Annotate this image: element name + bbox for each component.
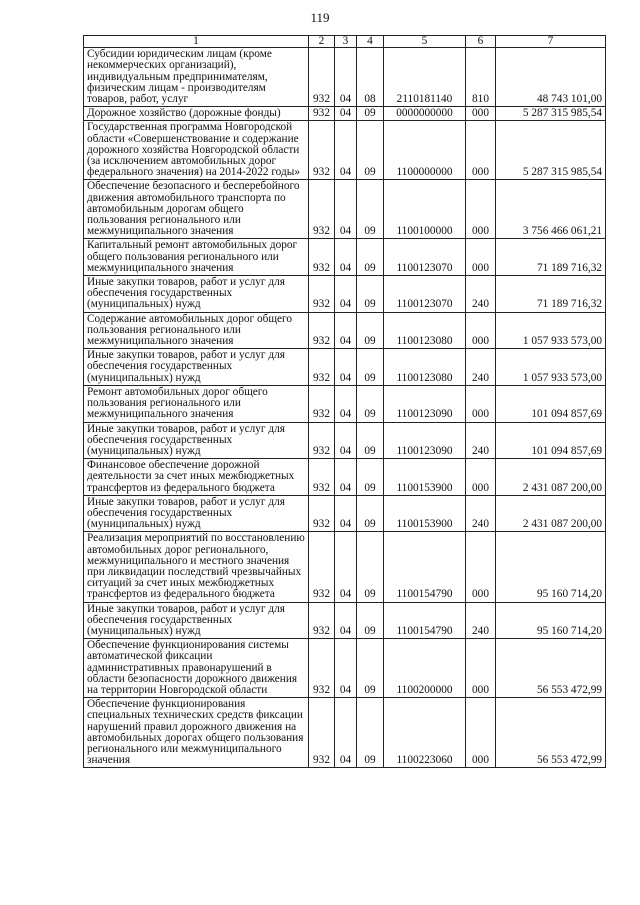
row-name-cell: Обеспечение функционирования специальных технических средств фиксации нарушений правил дорожного движения на автомобильных дорогах общего пользования регионального или межмуниципального значения [84, 698, 309, 768]
row-section-cell: 04 [335, 459, 357, 496]
row-target-article-cell: 1100200000 [384, 639, 466, 698]
row-grbs-cell: 932 [309, 48, 335, 107]
row-expense-type-cell: 240 [466, 276, 496, 313]
row-section-cell: 04 [335, 121, 357, 180]
row-target-article-cell: 1100123090 [384, 385, 466, 422]
row-target-article-cell: 1100123070 [384, 239, 466, 276]
row-expense-type-cell: 000 [466, 180, 496, 239]
table-body [84, 48, 606, 768]
row-amount-cell: 56 553 472,99 [496, 698, 606, 768]
table-row [84, 276, 606, 313]
row-target-article-cell: 1100153900 [384, 459, 466, 496]
row-target-article-cell: 1100100000 [384, 180, 466, 239]
row-target-article-cell: 1100000000 [384, 121, 466, 180]
budget-table [83, 35, 606, 768]
row-subsection-cell: 09 [357, 422, 384, 459]
row-amount-cell: 2 431 087 200,00 [496, 459, 606, 496]
table-row [84, 385, 606, 422]
table-row [84, 349, 606, 386]
row-expense-type-cell: 810 [466, 48, 496, 107]
row-subsection-cell: 09 [357, 121, 384, 180]
table-row [84, 602, 606, 639]
row-expense-type-cell: 000 [466, 532, 496, 602]
row-amount-cell: 1 057 933 573,00 [496, 312, 606, 349]
row-grbs-cell: 932 [309, 639, 335, 698]
row-section-cell: 04 [335, 602, 357, 639]
row-expense-type-cell: 240 [466, 349, 496, 386]
row-grbs-cell: 932 [309, 698, 335, 768]
row-expense-type-cell: 240 [466, 602, 496, 639]
row-subsection-cell: 09 [357, 602, 384, 639]
row-target-article-cell: 1100223060 [384, 698, 466, 768]
row-grbs-cell: 932 [309, 532, 335, 602]
row-amount-cell: 3 756 466 061,21 [496, 180, 606, 239]
table-row [84, 532, 606, 602]
row-section-cell: 04 [335, 48, 357, 107]
row-target-article-cell: 1100123080 [384, 312, 466, 349]
row-target-article-cell: 1100123070 [384, 276, 466, 313]
row-amount-cell: 71 189 716,32 [496, 239, 606, 276]
row-amount-cell: 56 553 472,99 [496, 639, 606, 698]
column-header: 5 [384, 36, 466, 48]
row-amount-cell: 101 094 857,69 [496, 422, 606, 459]
row-name-cell: Иные закупки товаров, работ и услуг для обеспечения государственных (муниципальных) нужд [84, 276, 309, 313]
row-name-cell: Иные закупки товаров, работ и услуг для обеспечения государственных (муниципальных) нужд [84, 349, 309, 386]
row-name-cell: Финансовое обеспечение дорожной деятельности за счет иных межбюджетных трансфертов из федерального бюджета [84, 459, 309, 496]
row-target-article-cell: 0000000000 [384, 107, 466, 121]
row-section-cell: 04 [335, 312, 357, 349]
row-section-cell: 04 [335, 532, 357, 602]
row-section-cell: 04 [335, 385, 357, 422]
row-name-cell: Государственная программа Новгородской области «Совершенствование и содержание дорожного хозяйства Новгородской области (за исключением автомобильных дорог федерального значения) на 2014-2022 годы» [84, 121, 309, 180]
row-target-article-cell: 1100123090 [384, 422, 466, 459]
row-expense-type-cell: 000 [466, 121, 496, 180]
row-expense-type-cell: 000 [466, 107, 496, 121]
row-expense-type-cell: 240 [466, 495, 496, 532]
column-header: 6 [466, 36, 496, 48]
table-row [84, 312, 606, 349]
table-row [84, 639, 606, 698]
column-header: 7 [496, 36, 606, 48]
row-amount-cell: 71 189 716,32 [496, 276, 606, 313]
row-section-cell: 04 [335, 639, 357, 698]
row-subsection-cell: 09 [357, 239, 384, 276]
row-grbs-cell: 932 [309, 180, 335, 239]
row-grbs-cell: 932 [309, 385, 335, 422]
row-name-cell: Обеспечение безопасного и бесперебойного движения автомобильного транспорта по автомобильным дорогам общего пользования регионального или межмуниципального значения [84, 180, 309, 239]
row-amount-cell: 95 160 714,20 [496, 602, 606, 639]
row-amount-cell: 1 057 933 573,00 [496, 349, 606, 386]
row-expense-type-cell: 000 [466, 239, 496, 276]
row-grbs-cell: 932 [309, 121, 335, 180]
row-section-cell: 04 [335, 698, 357, 768]
table-row [84, 121, 606, 180]
row-target-article-cell: 1100123080 [384, 349, 466, 386]
row-grbs-cell: 932 [309, 495, 335, 532]
row-amount-cell: 95 160 714,20 [496, 532, 606, 602]
row-name-cell: Капитальный ремонт автомобильных дорог общего пользования регионального или межмуниципального значения [84, 239, 309, 276]
row-section-cell: 04 [335, 276, 357, 313]
row-grbs-cell: 932 [309, 459, 335, 496]
row-subsection-cell: 09 [357, 639, 384, 698]
row-grbs-cell: 932 [309, 107, 335, 121]
row-expense-type-cell: 000 [466, 639, 496, 698]
row-expense-type-cell: 000 [466, 312, 496, 349]
row-subsection-cell: 09 [357, 276, 384, 313]
table-row [84, 698, 606, 768]
row-amount-cell: 2 431 087 200,00 [496, 495, 606, 532]
row-amount-cell: 101 094 857,69 [496, 385, 606, 422]
row-subsection-cell: 09 [357, 532, 384, 602]
table-row [84, 239, 606, 276]
row-section-cell: 04 [335, 495, 357, 532]
row-subsection-cell: 09 [357, 698, 384, 768]
row-subsection-cell: 09 [357, 495, 384, 532]
row-section-cell: 04 [335, 239, 357, 276]
row-name-cell: Иные закупки товаров, работ и услуг для обеспечения государственных (муниципальных) нужд [84, 602, 309, 639]
row-grbs-cell: 932 [309, 276, 335, 313]
page-number: 119 [310, 10, 330, 25]
row-target-article-cell: 1100153900 [384, 495, 466, 532]
row-section-cell: 04 [335, 349, 357, 386]
row-section-cell: 04 [335, 180, 357, 239]
column-header: 4 [357, 36, 384, 48]
table-row [84, 180, 606, 239]
table-header-row [84, 36, 606, 48]
row-subsection-cell: 09 [357, 107, 384, 121]
row-target-article-cell: 2110181140 [384, 48, 466, 107]
row-expense-type-cell: 000 [466, 385, 496, 422]
row-name-cell: Субсидии юридическим лицам (кроме некоммерческих организаций), индивидуальным предпринимателям, физическим лицам - производителям товаров, работ, услуг [84, 48, 309, 107]
row-name-cell: Реализация мероприятий по восстановлению автомобильных дорог регионального, межмуниципального и местного значения при ликвидации последствий чрезвычайных ситуаций за счет иных межбюджетных трансфертов из федерального бюджета [84, 532, 309, 602]
row-amount-cell: 5 287 315 985,54 [496, 121, 606, 180]
column-header: 1 [84, 36, 309, 48]
table-row [84, 459, 606, 496]
row-expense-type-cell: 240 [466, 422, 496, 459]
row-amount-cell: 5 287 315 985,54 [496, 107, 606, 121]
row-grbs-cell: 932 [309, 239, 335, 276]
row-target-article-cell: 1100154790 [384, 602, 466, 639]
row-subsection-cell: 09 [357, 385, 384, 422]
row-subsection-cell: 09 [357, 349, 384, 386]
row-grbs-cell: 932 [309, 602, 335, 639]
column-header: 3 [335, 36, 357, 48]
row-grbs-cell: 932 [309, 312, 335, 349]
row-name-cell: Содержание автомобильных дорог общего пользования регионального или межмуниципального значения [84, 312, 309, 349]
table-row [84, 107, 606, 121]
row-amount-cell: 48 743 101,00 [496, 48, 606, 107]
row-section-cell: 04 [335, 107, 357, 121]
row-expense-type-cell: 000 [466, 698, 496, 768]
row-subsection-cell: 09 [357, 459, 384, 496]
row-name-cell: Обеспечение функционирования системы автоматической фиксации административных правонарушений в области безопасности дорожного движения на территории Новгородской области [84, 639, 309, 698]
row-name-cell: Ремонт автомобильных дорог общего пользования регионального или межмуниципального значения [84, 385, 309, 422]
row-name-cell: Дорожное хозяйство (дорожные фонды) [84, 107, 309, 121]
row-name-cell: Иные закупки товаров, работ и услуг для обеспечения государственных (муниципальных) нужд [84, 495, 309, 532]
row-grbs-cell: 932 [309, 349, 335, 386]
row-target-article-cell: 1100154790 [384, 532, 466, 602]
row-grbs-cell: 932 [309, 422, 335, 459]
row-name-cell: Иные закупки товаров, работ и услуг для обеспечения государственных (муниципальных) нужд [84, 422, 309, 459]
row-subsection-cell: 09 [357, 312, 384, 349]
column-header: 2 [309, 36, 335, 48]
table-row [84, 422, 606, 459]
row-section-cell: 04 [335, 422, 357, 459]
table-row [84, 495, 606, 532]
row-subsection-cell: 08 [357, 48, 384, 107]
row-expense-type-cell: 000 [466, 459, 496, 496]
row-subsection-cell: 09 [357, 180, 384, 239]
table-row [84, 48, 606, 107]
